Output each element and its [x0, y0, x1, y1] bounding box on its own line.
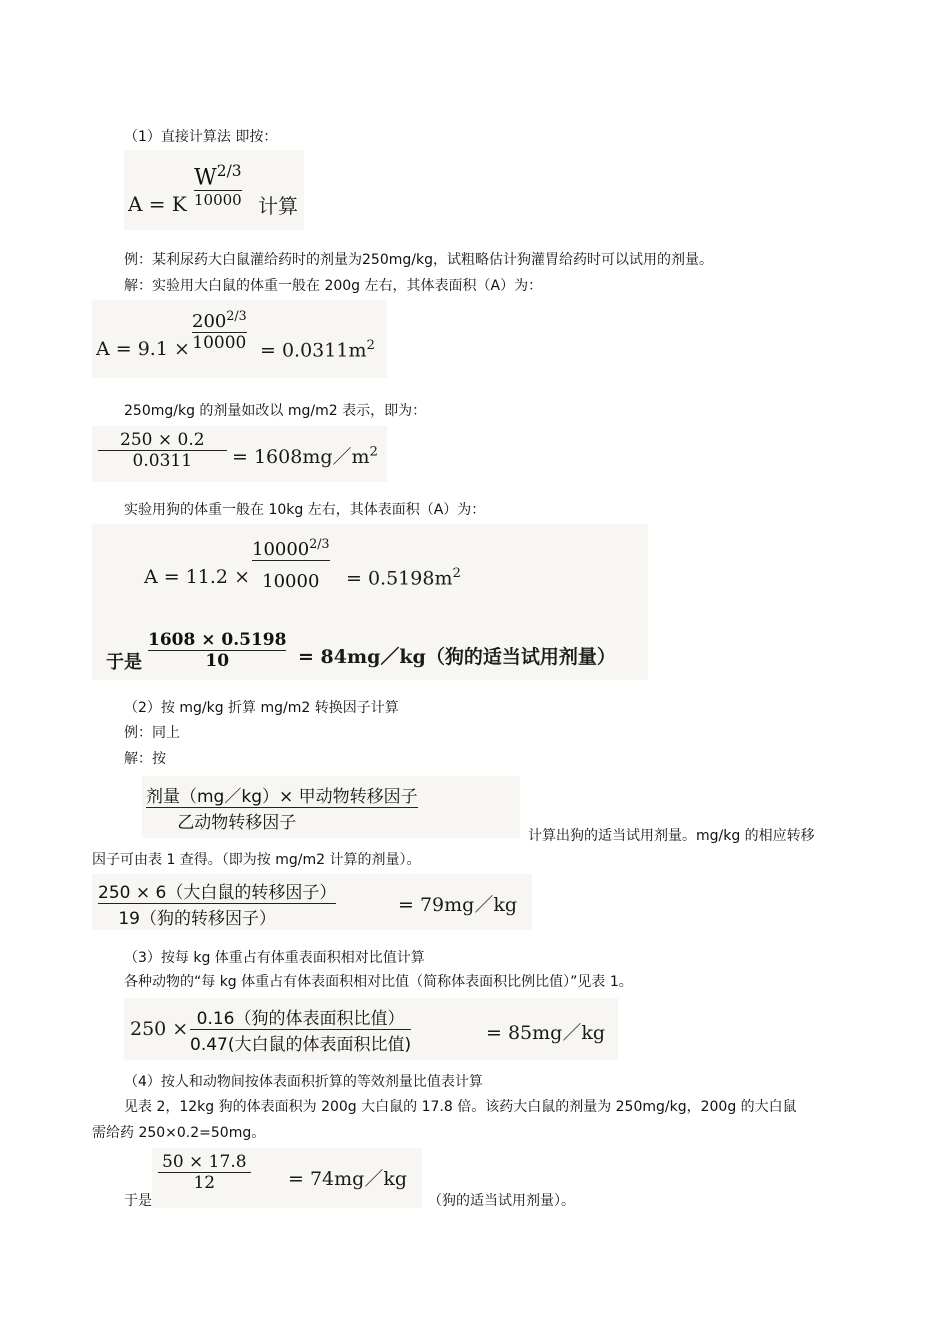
formula-denominator: 0.47(大白鼠的体表面积比值)	[190, 1035, 412, 1055]
section4-text-line2: 需给药 250×0.2=50mg。	[92, 1125, 266, 1141]
formula-result	[232, 442, 378, 469]
formula-prefix: 于是	[106, 652, 142, 673]
formula-denominator: 10000	[262, 571, 320, 592]
formula-lhs: 250 ×	[130, 1018, 189, 1040]
formula-denominator: 19（狗的转移因子）	[118, 909, 276, 929]
formula-numerator: 250 × 0.2	[120, 430, 205, 450]
formula-fraction	[252, 536, 330, 592]
formula-lhs: A = K	[128, 192, 187, 216]
formula-unit-exponent: 2	[369, 444, 378, 460]
section4-heading: （4）按人和动物间按体表面积折算的等效剂量比值表计算	[124, 1074, 483, 1090]
formula-result-value: = 0.0311m	[260, 339, 367, 362]
section2-example: 例：同上	[124, 725, 180, 741]
formula-result: = 84mg／kg（狗的适当试用剂量）	[298, 646, 616, 668]
formula-denominator: 0.0311	[132, 451, 193, 471]
formula-result-value: = 1608mg／m	[232, 446, 370, 468]
formula-fraction-2	[148, 630, 286, 671]
formula-result: = 85mg／kg	[486, 1022, 605, 1044]
formula-fraction	[190, 1004, 411, 1055]
formula-numerator: 0.16（狗的体表面积比值）	[196, 1009, 405, 1029]
formula-lhs: A = 11.2 ×	[144, 566, 250, 588]
formula-fraction	[146, 782, 418, 833]
section2-tail-line2: 因子可由表 1 查得。（即为按 mg/m2 计算的剂量）。	[92, 852, 421, 868]
formula-denominator: 10000	[192, 333, 247, 353]
section2-heading: （2）按 mg/kg 折算 mg/m2 转换因子计算	[124, 700, 399, 716]
formula-numerator: 10000	[252, 539, 310, 560]
section4-prefix: 于是	[124, 1193, 152, 1209]
formula-result: = 74mg／kg	[288, 1168, 407, 1190]
formula-dog-area-image	[92, 524, 648, 680]
formula-mg-m2-image	[92, 426, 387, 482]
formula-fraction	[98, 430, 227, 471]
formula-numerator: 50 × 17.8	[162, 1152, 247, 1172]
formula-result-value: = 0.5198m	[346, 567, 453, 590]
formula-exponent: 2/3	[216, 162, 242, 180]
formula-fraction	[194, 162, 242, 209]
conversion-text: 250mg/kg 的剂量如改以 mg/m2 表示，即为：	[124, 403, 427, 419]
example-text: 例：某利尿药大白鼠灌给药时的剂量为250mg/kg，试粗略估计狗灌胃给药时可以试用的剂量。	[124, 252, 713, 268]
section2-solution: 解：按	[124, 751, 166, 767]
section3-text: 各种动物的“每 kg 体重占有体表面积相对比值（简称体表面积比例比值）”见表 1。	[124, 974, 633, 990]
formula-denominator: 10000	[194, 191, 242, 210]
formula-numerator: W	[194, 165, 217, 191]
formula-ratio-image	[124, 998, 618, 1060]
formula-exponent: 2/3	[309, 536, 330, 551]
formula-denominator: 10	[205, 651, 230, 671]
formula-numerator: 剂量（mg／kg）× 甲动物转移因子	[146, 787, 418, 807]
formula-numerator: 1608 × 0.5198	[148, 630, 287, 650]
section4-text-line1: 见表 2，12kg 狗的体表面积为 200g 大白鼠的 17.8 倍。该药大白鼠的剂量为 250mg/kg，200g 的大白鼠	[124, 1099, 797, 1115]
section2-tail-line1: 计算出狗的适当试用剂量。mg/kg 的相应转移	[528, 828, 815, 844]
formula-result	[260, 338, 375, 361]
solution-text: 解：实验用大白鼠的体重一般在 200g 左右，其体表面积（A）为：	[124, 278, 543, 294]
formula-numerator: 250 × 6（大白鼠的转移因子）	[98, 883, 337, 903]
formula-transfer-factor-image	[142, 776, 520, 838]
formula-fraction	[192, 308, 247, 353]
formula-numerator: 200	[192, 311, 227, 332]
formula-denominator: 12	[193, 1173, 216, 1193]
formula-denominator: 乙动物转移因子	[177, 813, 297, 833]
formula-unit-exponent: 2	[366, 338, 375, 353]
formula-result: = 79mg／kg	[398, 894, 517, 916]
formula-result	[346, 566, 461, 589]
section4-suffix: （狗的适当试用剂量）。	[428, 1193, 575, 1209]
formula-equivalent-image	[152, 1148, 422, 1208]
formula-tail: 计算	[258, 194, 298, 218]
formula-fraction	[158, 1152, 251, 1193]
formula-unit-exponent: 2	[452, 566, 461, 581]
section3-heading: （3）按每 kg 体重占有体重表面积相对比值计算	[124, 950, 425, 966]
formula-exponent: 2/3	[226, 308, 247, 323]
formula-lhs: A = 9.1 ×	[96, 338, 190, 360]
formula-rat-area-image	[92, 300, 387, 378]
formula-fraction	[98, 878, 336, 929]
formula-direct-image	[124, 150, 304, 230]
formula-transfer-result-image	[92, 874, 532, 930]
section1-heading: （1）直接计算法 即按：	[124, 129, 278, 145]
dog-area-text: 实验用狗的体重一般在 10kg 左右，其体表面积（A）为：	[124, 502, 486, 518]
